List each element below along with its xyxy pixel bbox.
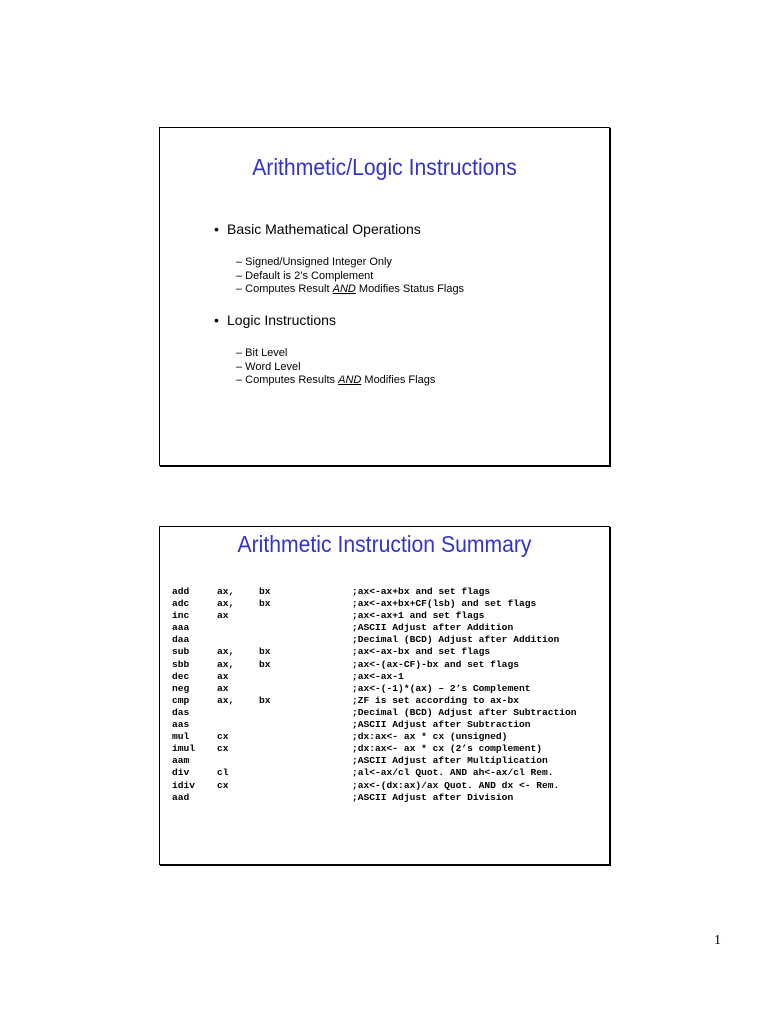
instruction-comment: ;Decimal (BCD) Adjust after Addition xyxy=(352,634,560,646)
instruction-comment: ;ASCII Adjust after Addition xyxy=(352,622,514,634)
instruction-mnemonic: sub xyxy=(172,646,190,658)
instruction-mnemonic: adc xyxy=(172,598,190,610)
instruction-mnemonic: aas xyxy=(172,719,190,731)
bullet-basic-math xyxy=(214,221,421,237)
instruction-operand: cl xyxy=(217,767,229,779)
instruction-comment: ;ax<-(ax-CF)-bx and set flags xyxy=(352,658,519,670)
instruction-comment: ;ASCII Adjust after Division xyxy=(352,791,514,803)
slide-title: Arithmetic Instruction Summary xyxy=(237,531,532,557)
sublist-logic xyxy=(236,347,435,388)
sub-item: – Default is 2’s Complement xyxy=(236,269,374,282)
instruction-operand: cx xyxy=(217,779,229,791)
instruction-comment: ;dx:ax<- ax * cx (2’s complement) xyxy=(352,743,542,755)
instruction-operand: ax xyxy=(217,610,229,622)
bullet-label: Basic Mathematical Operations xyxy=(227,221,421,237)
instruction-comment: ;ax<-ax-1 xyxy=(352,670,404,682)
sublist-basic-math xyxy=(236,256,464,297)
sub-item: – Word Level xyxy=(236,360,301,373)
bullet-dot: • xyxy=(214,221,219,237)
instruction-mnemonic: mul xyxy=(172,731,190,743)
instruction-comment: ;ASCII Adjust after Multiplication xyxy=(352,755,548,767)
instruction-operand: bx xyxy=(259,646,271,658)
instruction-mnemonic: dec xyxy=(172,670,190,682)
instruction-mnemonic: aad xyxy=(172,791,190,803)
instruction-mnemonic: daa xyxy=(172,634,190,646)
instruction-operand: bx xyxy=(259,694,271,706)
instruction-operand: bx xyxy=(259,598,271,610)
instruction-mnemonic: aam xyxy=(172,755,190,767)
instruction-mnemonic: aaa xyxy=(172,622,190,634)
instruction-mnemonic: imul xyxy=(172,743,196,755)
instruction-operand: ax, xyxy=(217,646,235,658)
instruction-mnemonic: idiv xyxy=(172,779,196,791)
instruction-operand: ax, xyxy=(217,694,235,706)
instruction-mnemonic: add xyxy=(172,586,190,597)
emphasis-and: AND xyxy=(338,374,362,386)
instruction-comment: ;ax<-ax+1 and set flags xyxy=(352,610,485,622)
instruction-mnemonic: cmp xyxy=(172,694,190,706)
slide-arithmetic-logic xyxy=(159,127,610,466)
instruction-operand: ax, xyxy=(217,586,235,597)
slide-title: Arithmetic/Logic Instructions xyxy=(252,154,517,180)
sub-item: – Bit Level xyxy=(236,347,288,359)
instruction-comment: ;ax<-(-1)*(ax) – 2’s Complement xyxy=(352,682,531,694)
instruction-comment: ;ax<-ax+bx and set flags xyxy=(352,586,491,597)
instruction-comment: ;ax<-(dx:ax)/ax Quot. AND dx <- Rem. xyxy=(352,779,560,791)
instruction-mnemonic: div xyxy=(172,767,190,779)
instruction-operand: cx xyxy=(217,731,229,743)
instruction-comment: ;ax<-ax-bx and set flags xyxy=(352,646,491,658)
sub-item: – Signed/Unsigned Integer Only xyxy=(236,256,392,268)
instruction-mnemonic: sbb xyxy=(172,658,190,670)
instruction-comment: ;al<-ax/cl Quot. AND ah<-ax/cl Rem. xyxy=(352,767,554,779)
bullet-label: Logic Instructions xyxy=(227,312,336,328)
page-number: 1 xyxy=(714,933,721,948)
emphasis-and: AND xyxy=(332,283,356,295)
slide-arithmetic-summary xyxy=(159,526,610,865)
instruction-comment: ;Decimal (BCD) Adjust after Subtraction xyxy=(352,706,577,718)
instruction-operand: ax, xyxy=(217,658,235,670)
instruction-mnemonic: das xyxy=(172,706,190,718)
instruction-comment: ;ASCII Adjust after Subtraction xyxy=(352,719,531,731)
instruction-operand: ax xyxy=(217,682,229,694)
instruction-mnemonic: inc xyxy=(172,610,190,622)
instruction-operand: cx xyxy=(217,743,229,755)
instruction-operand: ax xyxy=(217,670,229,682)
instruction-comment: ;ax<-ax+bx+CF(lsb) and set flags xyxy=(352,598,537,610)
instruction-mnemonic: neg xyxy=(172,682,190,694)
bullet-dot: • xyxy=(214,312,219,328)
instruction-operand: bx xyxy=(259,586,271,597)
instruction-comment: ;ZF is set according to ax-bx xyxy=(352,694,519,706)
sub-item: – Computes Result AND Modifies Status Flags xyxy=(236,283,465,295)
instruction-operand: ax, xyxy=(217,598,235,610)
instruction-comment: ;dx:ax<- ax * cx (unsigned) xyxy=(352,731,508,743)
sub-item: – Computes Results AND Modifies Flags xyxy=(236,374,436,386)
bullet-logic xyxy=(214,312,336,328)
instruction-operand: bx xyxy=(259,658,271,670)
